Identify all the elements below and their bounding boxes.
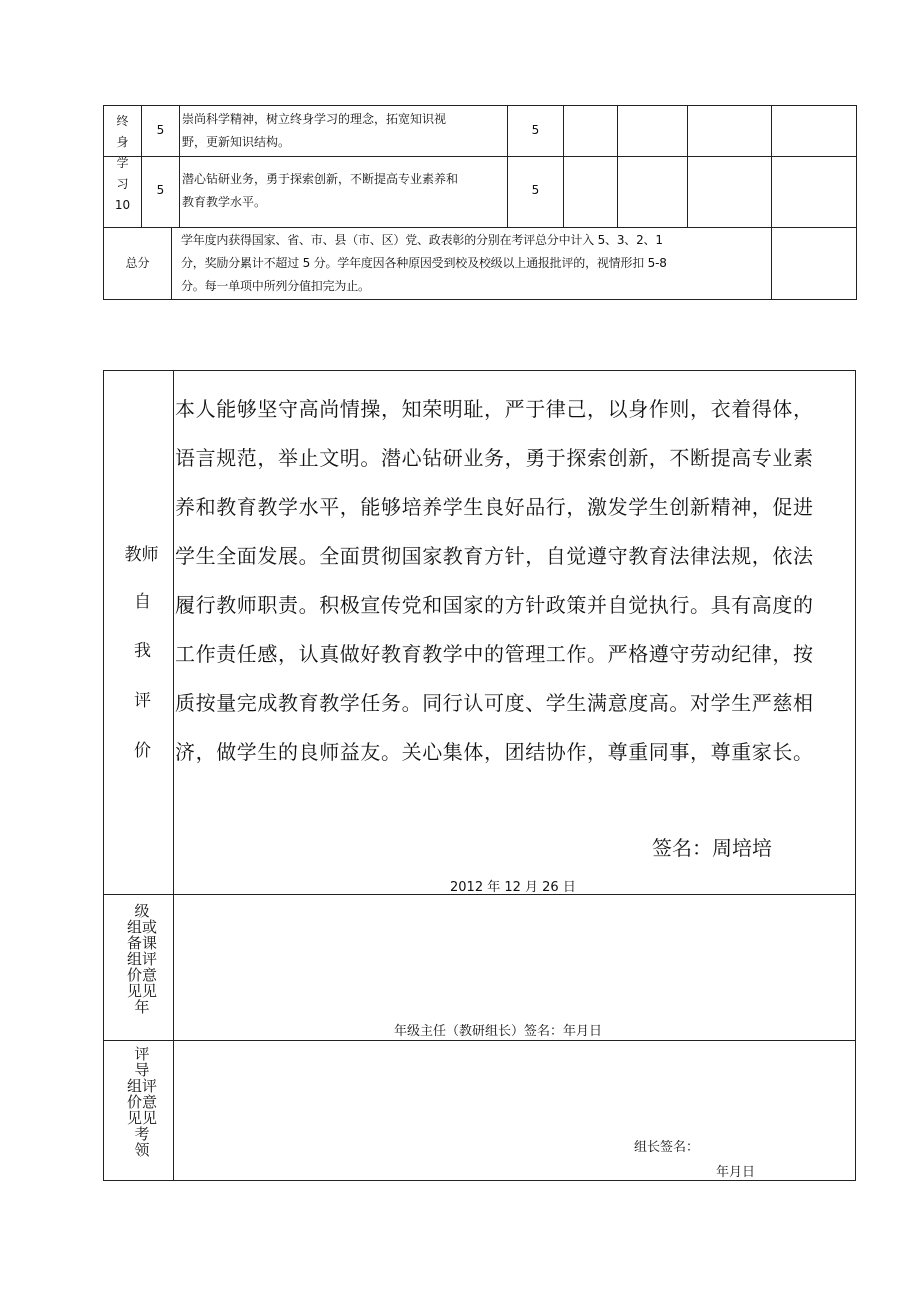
grade-eval-sign-line: 年级主任（教研组长）签名：年月日 [394,1024,603,1039]
total-label: 总分 [125,256,150,270]
category-label: 终 身 学 习 10 [114,114,131,212]
review-eval-date: 年月日 [716,1165,756,1180]
review-eval-label: 评 导 组评 价意 见见 考 领 [126,1045,157,1159]
row-score: 5 [531,183,540,197]
review-eval-sign-label: 组长签名： [634,1140,700,1155]
self-eval-signature: 签名：周培培 [652,836,772,860]
row-description: 潜心钻研业务，勇于探索创新，不断提高专业素养和 教育教学水平。 [182,172,459,209]
total-note: 学年度内获得国家、省、市、县（市、区）党、政表彰的分别在考评总分中计入 5、3、2、1 分，奖励分累计不超过 5 分。学年度因各种原因受到校及校级以上通报批评的，视情形扣 5-8 分。每一单项中所列分值扣完为止。 [181,233,667,293]
row-points: 5 [156,183,165,197]
grade-eval-label: 级 组或 备课 组评 价意 见见 年 [126,902,157,1016]
self-eval-label: 教师 自 我 评 价 [124,545,159,761]
row-description: 崇尚科学精神，树立终身学习的理念，拓宽知识视 野，更新知识结构。 [182,112,447,149]
row-score: 5 [531,123,540,137]
self-eval-text: 本人能够坚守高尚情操，知荣明耻，严于律己，以身作则，衣着得体， 语言规范，举止文明。潜心钻研业务，勇于探索创新，不断提高专业素 养和教育教学水平，能够培养学生良好品行，激发学生创新精神，促进 学生全面发展。全面贯彻国家教育方针，自觉遵守教育法律法规，依法 履行教师职责。积极宣传党和国家的方针政策并自觉执行。具有高度的 工作责任感，认真做好教育教学中的管理工作。严格遵守劳动纪律，按 质按量完成教育教学任务。同行认可度、学生满意度高。对学生严慈相 济，做学生的良师益友。关心集体，团结协作，尊重同事，尊重家长。 [175,397,814,764]
self-eval-date: 2012 年 12 月 26 日 [450,880,576,895]
row-points: 5 [156,123,165,137]
